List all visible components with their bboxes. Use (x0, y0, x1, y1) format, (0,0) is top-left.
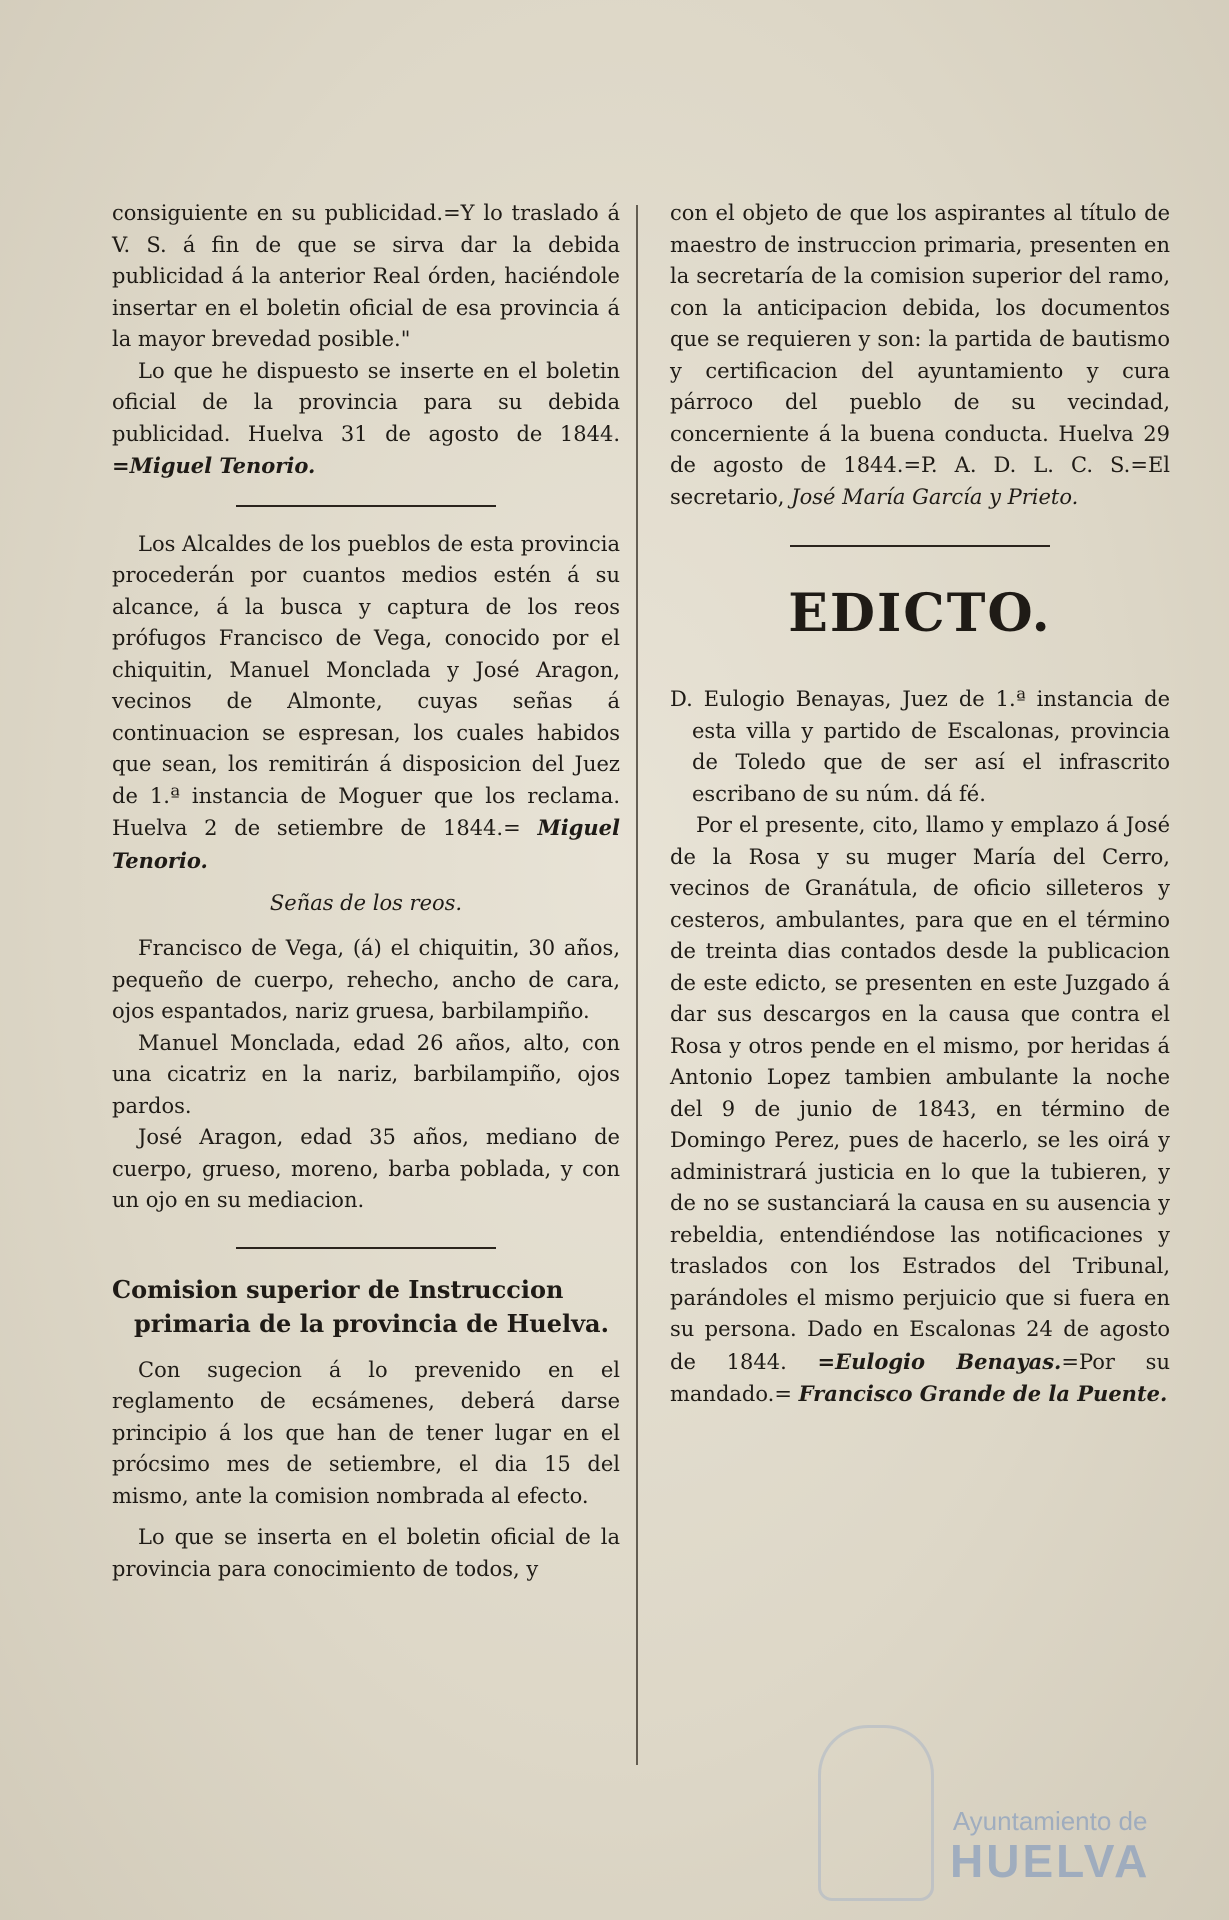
column-divider (636, 205, 638, 1765)
edicto-title: EDICTO. (788, 583, 1052, 644)
paragraph: Francisco de Vega, (á) el chiquitin, 30 años, pequeño de cuerpo, rehecho, ancho de cara, ojos espantados, nariz gruesa, barbilampiño. (112, 936, 620, 1023)
paragraph (112, 529, 620, 878)
paragraph-text: Por el presente, cito, llamo y emplazo á José de la Rosa y su muger María del Cerro, vecinos de Granátula, de oficio silleteros y cesteros, ambulantes, para que en el término de treinta dias contados desde la publicacion de este edicto, se presenten en este Juzgado á dar sus descargos en la causa que contra el Rosa y otros pende en el mismo, por heridas á Antonio Lopez tambien ambulante la noche del 9 de junio de 1843, en término de Domingo Perez, pues de hacerlo, se les oirá y administrará justicia en lo que la tubieren, y de no se sustanciará la causa en su ausencia y rebeldia, entendiéndose las notificaciones y traslados con los Estrados del Tribunal, parándoles el mismo perjuicio que si fuera en su persona. Dado en Escalonas 24 de agosto de 1844. (670, 813, 1170, 1374)
section-title: Comision superior de Instruccion primaria de la provincia de Huelva. (112, 1274, 609, 1338)
spacer (112, 1512, 620, 1522)
paragraph (112, 356, 620, 483)
paragraph (670, 810, 1170, 1411)
coat-of-arms-watermark (818, 1725, 934, 1901)
paragraph-text: Los Alcaldes de los pueblos de esta provincia procederán por cuantos medios estén á su alcance, á la busca y captura de los reos prófugos Francisco de Vega, conocido por el chiquitin, Manuel Monclada y José Aragon, vecinos de Almonte, cuyas señas á continuacion se espresan, los cuales habidos que sean, los remitirán á disposicion del Juez de 1.ª instancia de Moguer que los reclama. Huelva 2 de setiembre de 1844.= (112, 531, 620, 840)
right-column (670, 198, 1170, 1411)
paragraph: Lo que se inserta en el boletin oficial de la provincia para conocimiento de todos, y (112, 1525, 620, 1581)
signature: =Eulogio Benayas. (817, 1348, 1062, 1374)
watermark-line1: Ayuntamiento de (952, 1806, 1148, 1836)
watermark-line2: HUELVA (950, 1835, 1151, 1887)
separator-rule (236, 505, 496, 507)
signature: José María García y Prieto. (791, 484, 1079, 509)
paragraph-text: con el objeto de que los aspirantes al título de maestro de instruccion primaria, presenten en la secretaría de la comision superior del ramo, con la anticipacion debida, los documentos que se requieren y son: la partida de bautismo y certificacion del ayuntamiento y cura párroco del pueblo de su vecindad, concerniente á la buena conducta. Huelva 29 de agosto de 1844.=P. A. D. L. C. S.=El secretario, (670, 201, 1170, 509)
separator-rule (236, 1247, 496, 1249)
signature: Miguel Tenorio. (112, 815, 620, 873)
section-heading: Señas de los reos. (269, 891, 463, 915)
mandate-text: =Por su mandado.= (670, 1349, 1170, 1406)
paragraph: consiguiente en su publicidad.=Y lo traslado á V. S. á fin de que se sirva dar la debida publicidad á la anterior Real órden, haciéndole insertar en el boletin oficial de esa provincia á la mayor brevedad posible." (112, 201, 620, 351)
signature: Francisco Grande de la Puente. (798, 1381, 1168, 1406)
paragraph-text: Lo que he dispuesto se inserte en el boletin oficial de la provincia para su debida publicidad. Huelva 31 de agosto de 1844. (112, 358, 620, 446)
separator-rule (790, 545, 1050, 547)
paragraph: José Aragon, edad 35 años, mediano de cuerpo, grueso, moreno, barba poblada, y con un ojo en su mediacion. (112, 1125, 620, 1212)
left-column (112, 198, 620, 1585)
watermark-logo (950, 1806, 1150, 1885)
signature: =Miguel Tenorio. (112, 453, 316, 478)
paragraph (670, 198, 1170, 513)
paragraph: Manuel Monclada, edad 26 años, alto, con una cicatriz en la nariz, barbilampiño, ojos pardos. (112, 1030, 620, 1118)
paragraph: Con sugecion á lo prevenido en el reglamento de ecsámenes, deberá darse principio á los que han de tener lugar en el prócsimo mes de setiembre, el dia 15 del mismo, ante la comision nombrada al efecto. (112, 1357, 620, 1508)
paragraph: D. Eulogio Benayas, Juez de 1.ª instancia de esta villa y partido de Escalonas, provincia de Toledo que de ser así el infrascrito escribano de su núm. dá fé. (670, 687, 1170, 806)
